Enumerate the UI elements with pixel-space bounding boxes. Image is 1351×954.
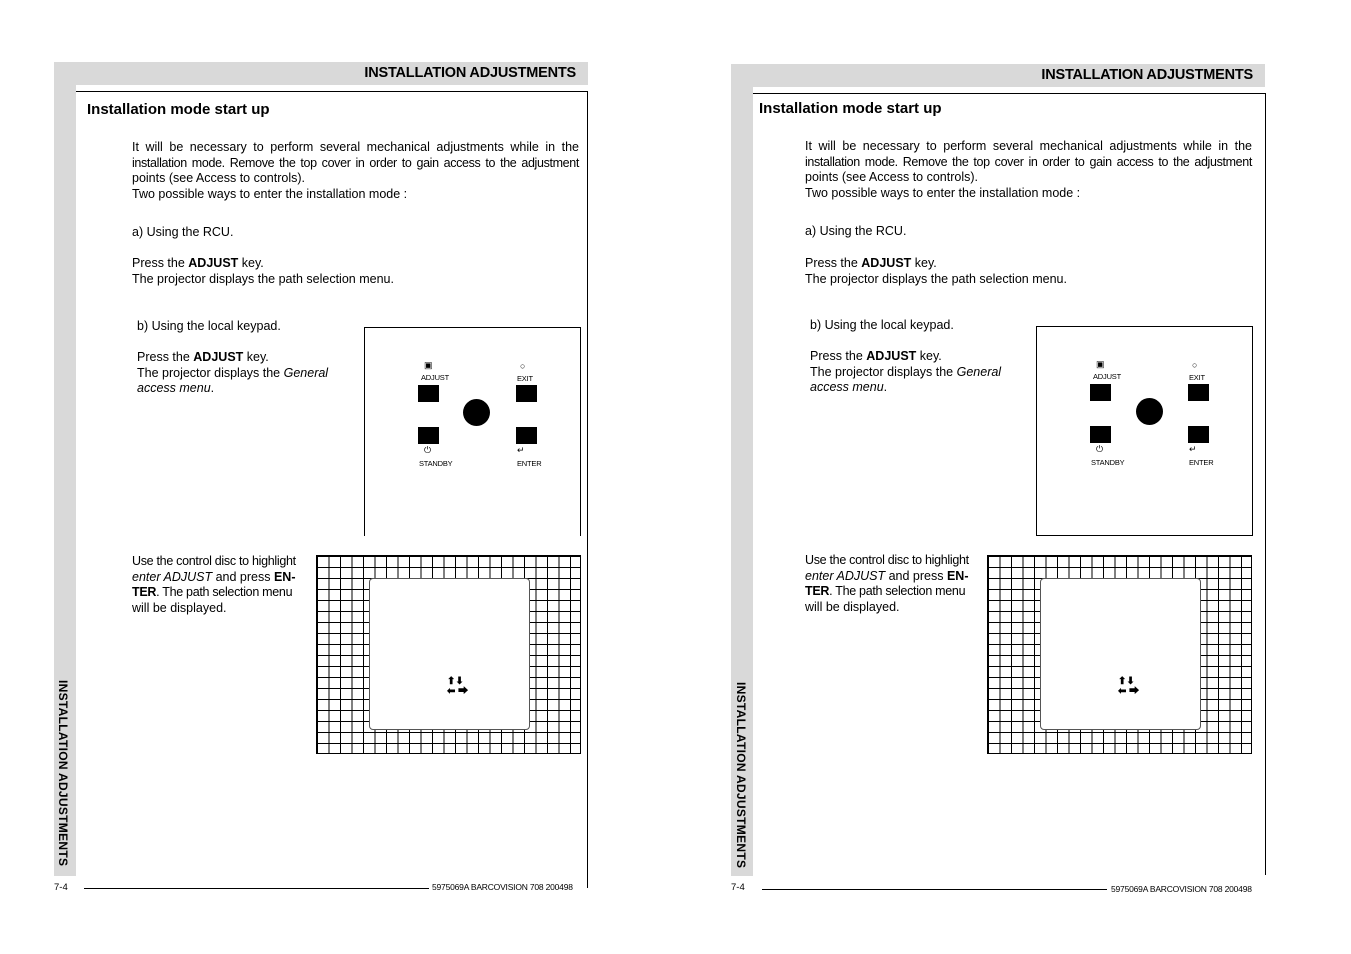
- rcu-instructions: [805, 256, 1067, 287]
- adjust-led-icon: ▣: [424, 360, 433, 370]
- page-header: INSTALLATION ADJUSTMENTS: [364, 65, 576, 81]
- frame-right-rule: [587, 91, 588, 888]
- press-adjust-line: Press the ADJUST key.: [137, 350, 269, 364]
- keypad-result: The projector displays the General: [137, 365, 329, 380]
- power-icon: ⏻: [1096, 444, 1104, 454]
- side-label: INSTALLATION ADJUSTMENTS: [734, 682, 748, 869]
- standby-key-label: STANDBY: [1091, 458, 1125, 467]
- page-header: INSTALLATION ADJUSTMENTS: [1041, 67, 1253, 83]
- press-adjust-line: Press the ADJUST key.: [132, 256, 264, 270]
- adjust-keyword: ADJUST: [193, 350, 244, 364]
- adjust-key-label: ADJUST: [1093, 372, 1121, 381]
- keypad-result: The projector displays the General: [810, 364, 1002, 379]
- intro-paragraph: [805, 139, 1252, 201]
- keypad-diagram: [1036, 326, 1253, 536]
- keypad-instructions: [137, 350, 337, 397]
- adjustment-grid: [316, 555, 581, 754]
- disc-line: Use the control disc to highlight: [132, 554, 296, 568]
- disc-line: TER. The path selection menu: [132, 585, 293, 599]
- control-disc[interactable]: [1136, 398, 1163, 425]
- exit-key[interactable]: [1188, 384, 1209, 401]
- enter-key[interactable]: [1188, 426, 1209, 443]
- menu-window: [1040, 578, 1201, 730]
- arrow-keys-icon: ⬆⬇ ⬅ ⮕: [1118, 676, 1140, 697]
- enter-key[interactable]: [516, 427, 537, 444]
- enter-key-label: ENTER: [517, 459, 542, 468]
- disc-line: will be displayed.: [805, 599, 900, 614]
- section-title: Installation mode start up: [759, 100, 942, 117]
- page-number: 7-4: [731, 882, 745, 893]
- adjust-keyword: ADJUST: [188, 256, 239, 270]
- standby-key[interactable]: [1090, 426, 1111, 443]
- keypad-result-cont: access menu.: [137, 381, 215, 395]
- disc-line: enter ADJUST and press EN-: [805, 568, 969, 583]
- side-label: INSTALLATION ADJUSTMENTS: [56, 680, 70, 867]
- control-disc[interactable]: [463, 399, 490, 426]
- frame-right-rule: [1265, 93, 1266, 875]
- frame-top-rule: [76, 91, 588, 92]
- exit-led-icon: ○: [1192, 360, 1198, 370]
- document-reference: 5975069A BARCOVISION 708 200498: [1111, 884, 1252, 894]
- exit-led-icon: ○: [520, 361, 526, 371]
- menu-window: [369, 578, 530, 730]
- adjust-led-icon: ▣: [1096, 359, 1105, 369]
- rcu-result: The projector displays the path selection menu.: [132, 271, 394, 286]
- frame-top-rule: [753, 93, 1266, 94]
- intro-line: Two possible ways to enter the installation mode :: [132, 186, 408, 201]
- enter-key-label: ENTER: [1189, 458, 1214, 467]
- adjust-key[interactable]: [418, 385, 439, 402]
- intro-paragraph: [132, 140, 579, 202]
- keypad-result-cont: access menu.: [810, 380, 888, 394]
- footer-rule: [762, 889, 1107, 890]
- enter-return-icon: ↵: [1189, 444, 1197, 454]
- option-b: b) Using the local keypad.: [810, 318, 954, 332]
- intro-line: installation mode. Remove the top cover in order to gain access to the adjustment: [132, 155, 579, 170]
- option-a: a) Using the RCU.: [132, 225, 234, 239]
- adjust-keyword: ADJUST: [861, 256, 912, 270]
- arrow-keys-icon: ⬆⬇ ⬅ ⮕: [447, 676, 469, 697]
- exit-key-label: EXIT: [1189, 373, 1205, 382]
- intro-line: points (see Access to controls).: [132, 171, 305, 185]
- disc-line: TER. The path selection menu: [805, 584, 966, 598]
- document-reference: 5975069A BARCOVISION 708 200498: [432, 882, 573, 892]
- adjust-keyword: ADJUST: [866, 349, 917, 363]
- keypad-diagram: [364, 327, 581, 536]
- option-b: b) Using the local keypad.: [137, 319, 281, 333]
- adjustment-grid: [987, 555, 1252, 754]
- keypad-instructions: [810, 349, 1010, 396]
- disc-instructions: [132, 554, 307, 616]
- disc-instructions: [805, 553, 980, 615]
- intro-line: It will be necessary to perform several mechanical adjustments while in the: [805, 139, 1252, 153]
- intro-line: Two possible ways to enter the installation mode :: [805, 185, 1081, 200]
- section-title: Installation mode start up: [87, 101, 270, 118]
- exit-key[interactable]: [516, 385, 537, 402]
- press-adjust-line: Press the ADJUST key.: [805, 256, 937, 270]
- standby-key-label: STANDBY: [419, 459, 453, 468]
- exit-key-label: EXIT: [517, 374, 533, 383]
- intro-line: installation mode. Remove the top cover in order to gain access to the adjustment: [805, 154, 1252, 169]
- disc-line: enter ADJUST and press EN-: [132, 569, 296, 584]
- standby-key[interactable]: [418, 427, 439, 444]
- intro-line: It will be necessary to perform several mechanical adjustments while in the: [132, 140, 579, 154]
- disc-line: will be displayed.: [132, 600, 227, 615]
- enter-return-icon: ↵: [517, 445, 525, 455]
- rcu-instructions: [132, 256, 394, 287]
- power-icon: ⏻: [424, 445, 432, 455]
- disc-line: Use the control disc to highlight: [805, 553, 969, 567]
- adjust-key[interactable]: [1090, 384, 1111, 401]
- intro-line: points (see Access to controls).: [805, 170, 978, 184]
- option-a: a) Using the RCU.: [805, 224, 907, 238]
- adjust-key-label: ADJUST: [421, 373, 449, 382]
- footer-rule: [84, 888, 429, 889]
- press-adjust-line: Press the ADJUST key.: [810, 349, 942, 363]
- page-number: 7-4: [54, 882, 68, 893]
- rcu-result: The projector displays the path selection menu.: [805, 271, 1067, 286]
